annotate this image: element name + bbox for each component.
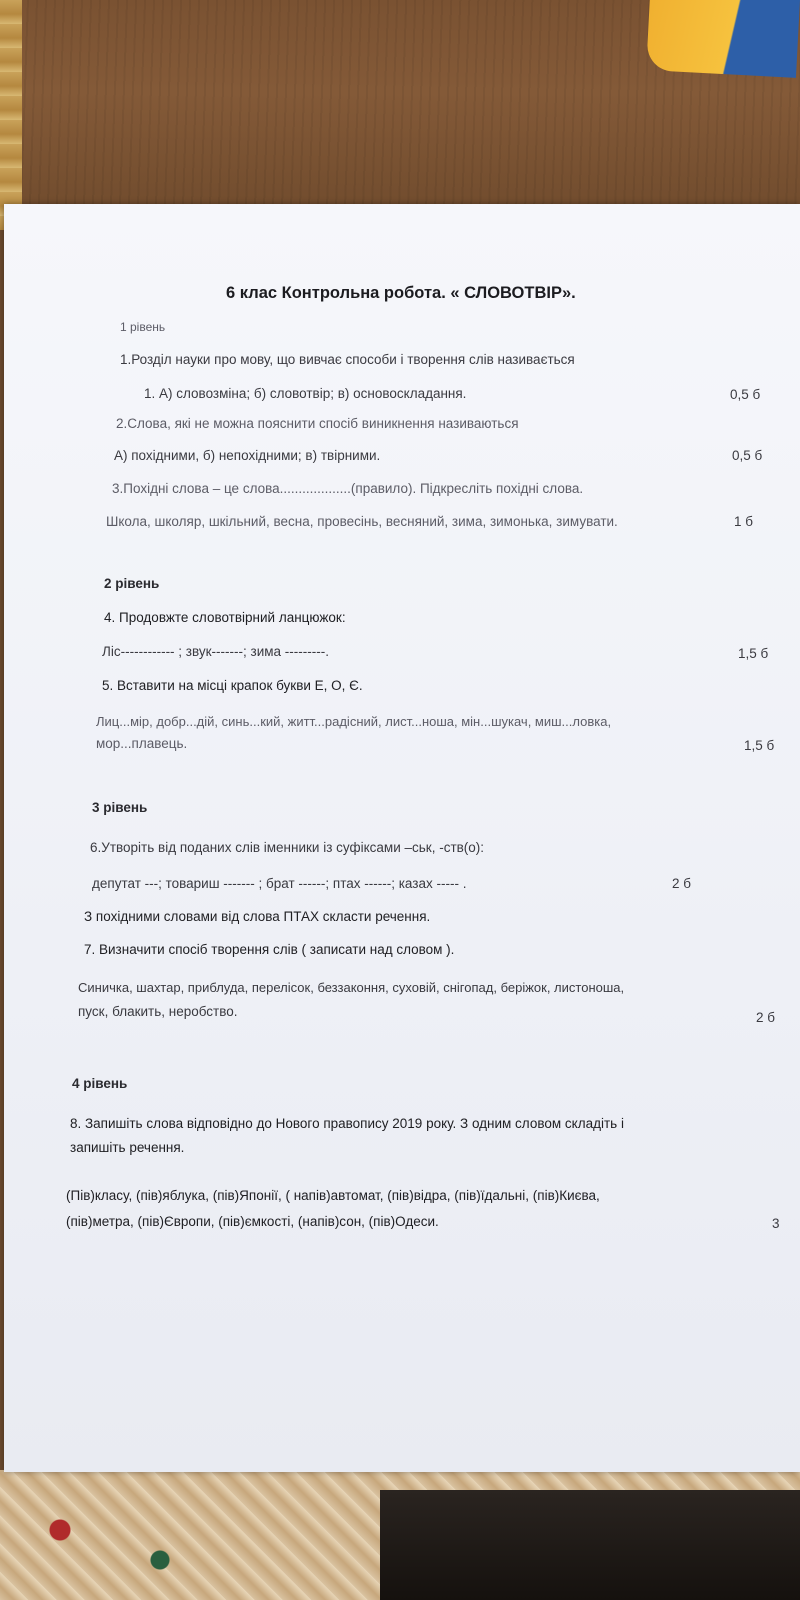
q7-points: 2 б <box>756 1010 775 1025</box>
q6-points: 2 б <box>672 876 691 891</box>
carpet-edge <box>0 0 22 230</box>
q1-options: 1. А) словозміна; б) словотвір; в) основоскладання. <box>144 386 467 401</box>
q2-points: 0,5 б <box>732 448 763 463</box>
q8-words-line1: (Пів)класу, (пів)яблука, (пів)Японії, ( напів)автомат, (пів)відра, (пів)їдальні, (пів)Києва, <box>66 1188 600 1203</box>
q3-words: Школа, школяр, шкільний, весна, провесінь, весняний, зима, зимонька, зимувати. <box>106 514 618 529</box>
level-4-heading: 4 рівень <box>72 1076 128 1091</box>
q6-text: 6.Утворіть від поданих слів іменники із суфіксами –ськ, -ств(о): <box>90 840 485 855</box>
level-3-heading: 3 рівень <box>92 800 148 815</box>
level-2-heading: 2 рівень <box>104 576 160 591</box>
q5-text: 5. Вставити на місці крапок букви Е, О, Є. <box>102 678 363 693</box>
q7-words-line1: Синичка, шахтар, приблуда, перелісок, беззаконня, суховій, снігопад, беріжок, листоноша, <box>78 980 625 995</box>
q4-chain: Ліс------------ ; звук-------; зима ---------. <box>102 644 329 659</box>
q1-points: 0,5 б <box>730 387 761 402</box>
q2-options: А) похідними, б) непохідними; в) твірними. <box>114 448 381 463</box>
q8-points: 3 <box>772 1216 780 1231</box>
q8-words-line2: (пів)метра, (пів)Європи, (пів)ємкості, (напів)сон, (пів)Одеси. <box>66 1214 439 1229</box>
q3-points: 1 б <box>734 514 753 529</box>
q2-text: 2.Слова, які не можна пояснити спосіб виникнення називаються <box>116 416 519 431</box>
worksheet-paper <box>4 204 800 1472</box>
dark-object <box>380 1490 800 1600</box>
q4-text: 4. Продовжте словотвірний ланцюжок: <box>104 610 346 625</box>
page-title: 6 клас Контрольна робота. « СЛОВОТВІР». <box>226 284 576 302</box>
q6-words: депутат ---; товариш ------- ; брат ------; птах ------; казах ----- . <box>92 876 467 891</box>
q1-text: 1.Розділ науки про мову, що вивчає способи і творення слів називається <box>120 352 575 367</box>
level-1-heading: 1 рівень <box>120 320 166 334</box>
q5-words-line2: мор...плавець. <box>96 736 188 751</box>
q6-task: З похідними словами від слова ПТАХ скласти речення. <box>84 909 431 924</box>
book-corner <box>646 0 800 78</box>
q4-points: 1,5 б <box>738 646 769 661</box>
q7-text: 7. Визначити спосіб творення слів ( записати над словом ). <box>84 942 455 957</box>
q8-text-line2: запишіть речення. <box>70 1140 185 1155</box>
q7-words-line2: пуск, блакить, неробство. <box>78 1004 238 1019</box>
q5-points: 1,5 б <box>744 738 775 753</box>
q5-words-line1: Лиц...мір, добр...дій, синь...кий, житт...радісний, лист...ноша, мін...шукач, миш...ловка, <box>96 714 612 729</box>
q8-text-line1: 8. Запишіть слова відповідно до Нового правопису 2019 року. З одним словом складіть і <box>70 1116 624 1131</box>
q3-text: 3.Похідні слова – це слова...................(правило). Підкресліть похідні слова. <box>112 481 584 496</box>
